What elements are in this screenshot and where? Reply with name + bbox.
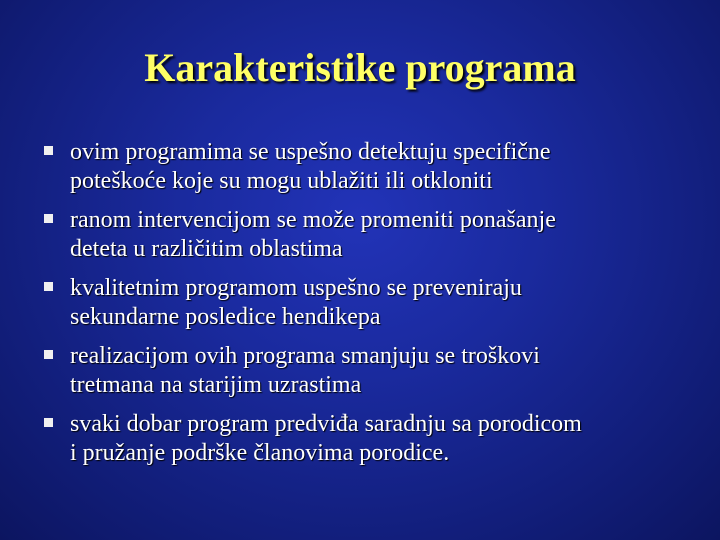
bullet-text-line: realizacijom ovih programa smanjuju se troškovi <box>70 343 540 369</box>
bullet-text-line: i pružanje podrške članovima porodice. <box>70 439 450 466</box>
bullet-text-line: ranom intervencijom se može promeniti ponašanje <box>70 207 556 233</box>
bullet-item <box>44 342 694 399</box>
bullet-item <box>44 206 694 263</box>
square-bullet-icon <box>44 282 53 291</box>
bullet-list <box>44 138 694 478</box>
bullet-text-line: svaki dobar program predviđa saradnju sa porodicom <box>70 411 582 437</box>
square-bullet-icon <box>44 214 53 223</box>
bullet-text-line: sekundarne posledice hendikepa <box>70 303 381 330</box>
bullet-text-line: poteškoće koje su mogu ublažiti ili otkloniti <box>70 167 493 194</box>
bullet-item <box>44 274 694 331</box>
bullet-text-line: deteta u različitim oblastima <box>70 235 343 262</box>
bullet-item <box>44 138 694 195</box>
slide-title: Karakteristike programa <box>144 45 576 90</box>
bullet-text-line: ovim programima se uspešno detektuju specifične <box>70 139 551 165</box>
square-bullet-icon <box>44 146 53 155</box>
bullet-text-line: tretmana na starijim uzrastima <box>70 371 362 398</box>
square-bullet-icon <box>44 350 53 359</box>
bullet-item <box>44 410 694 467</box>
square-bullet-icon <box>44 418 53 427</box>
bullet-text-line: kvalitetnim programom uspešno se preveniraju <box>70 275 522 301</box>
